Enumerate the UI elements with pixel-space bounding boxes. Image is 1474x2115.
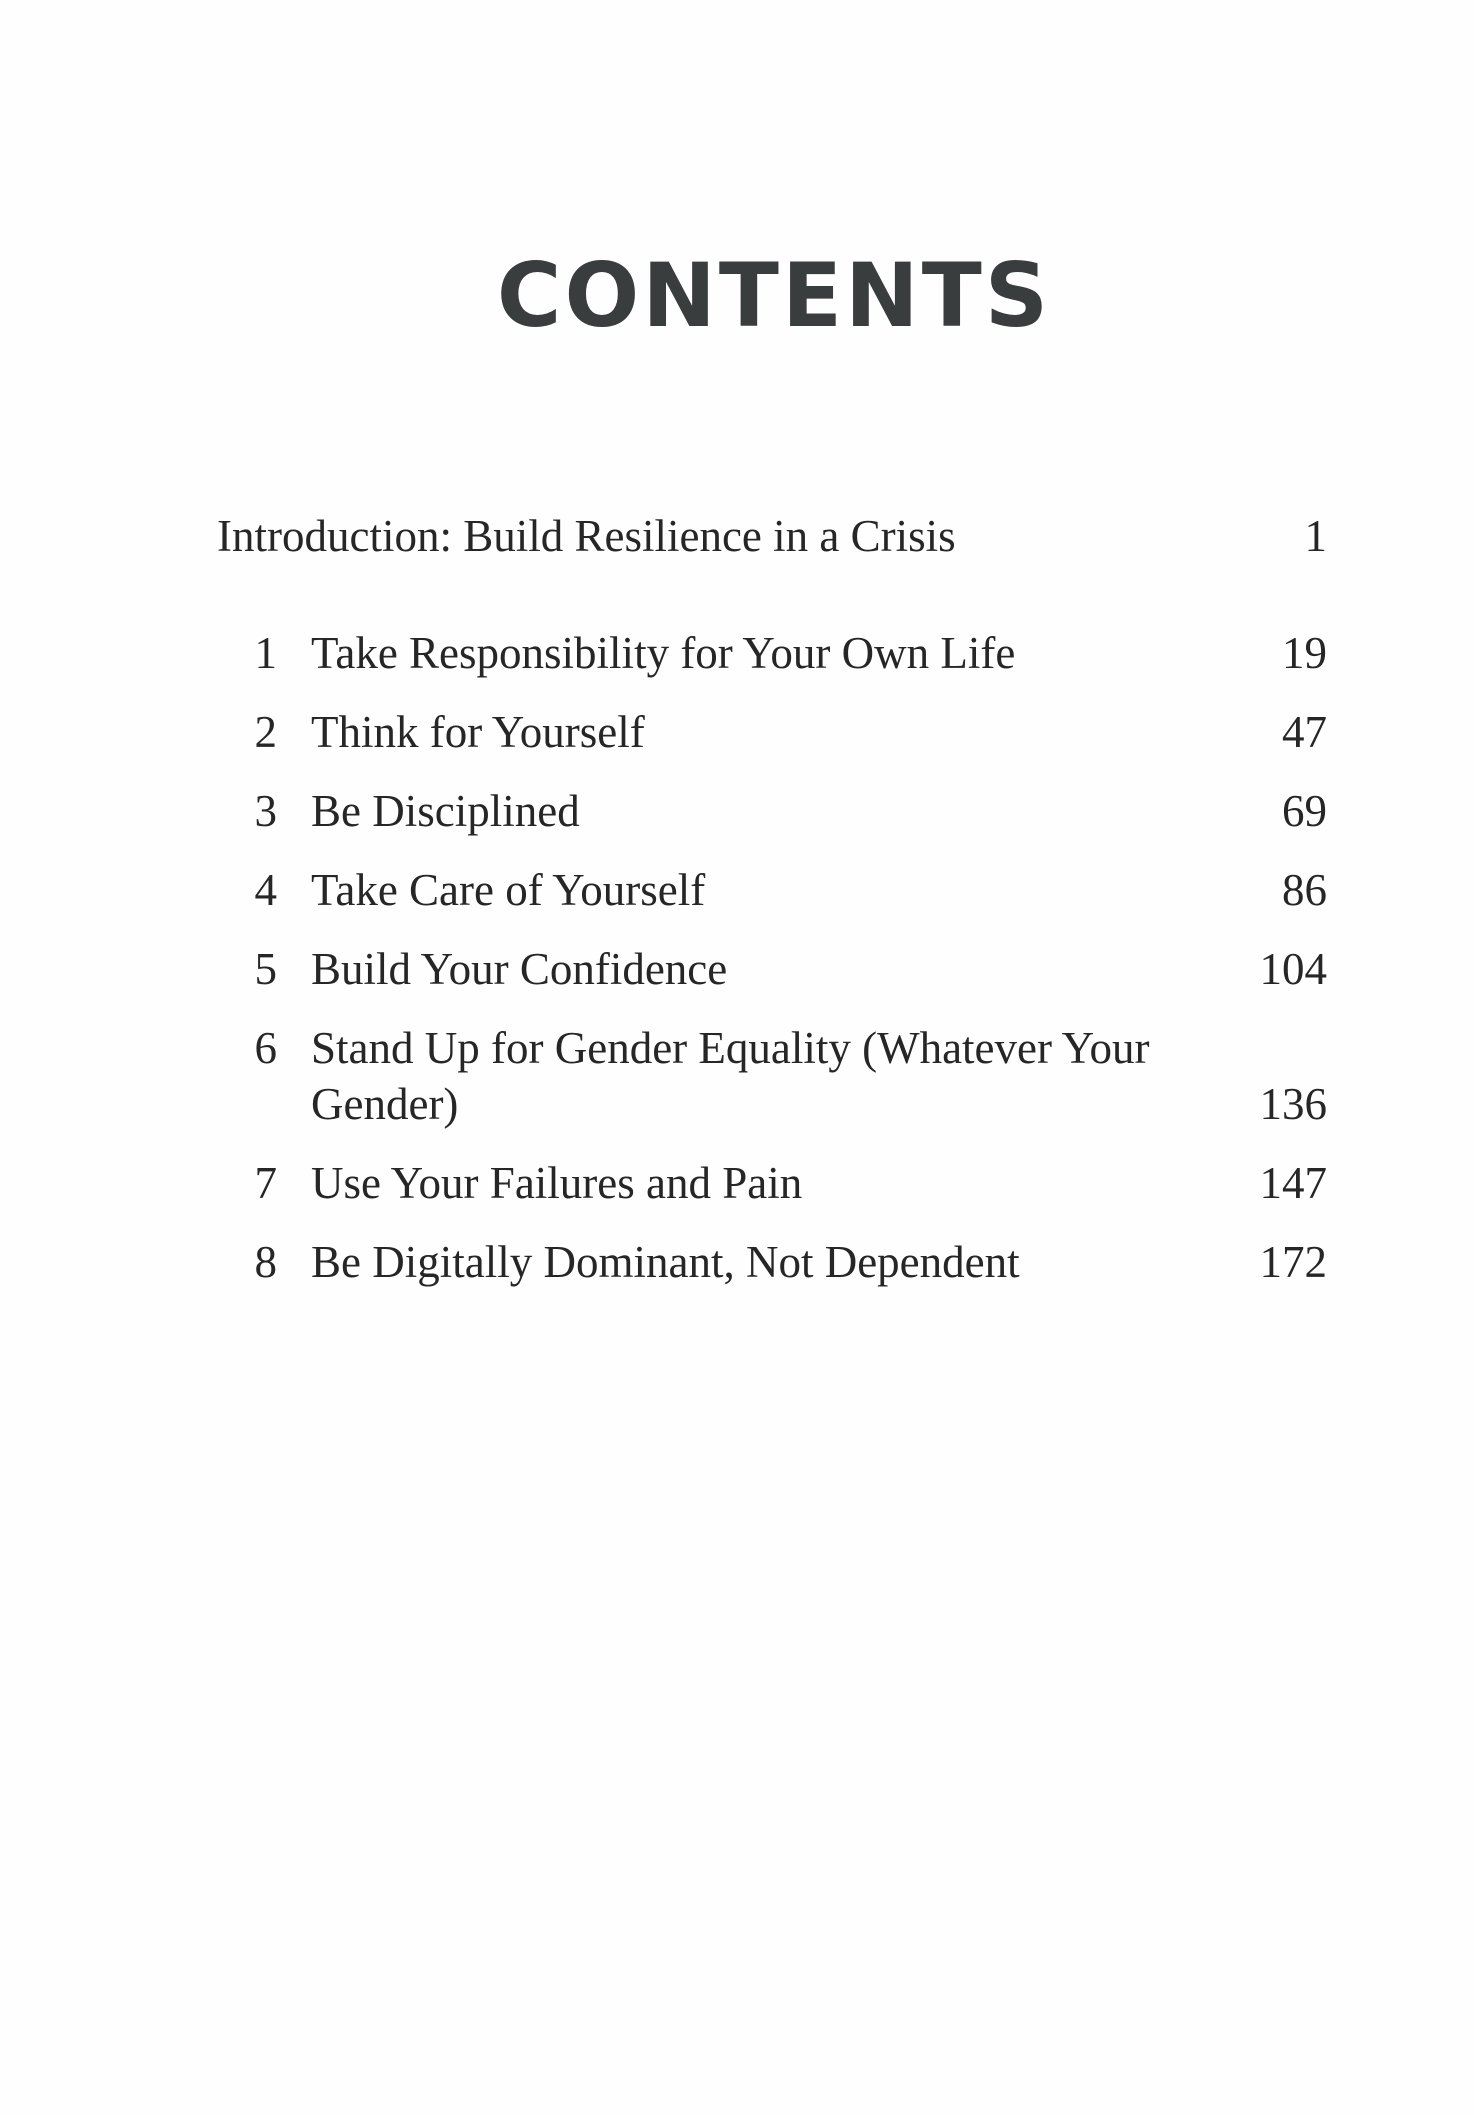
toc-entry-chapter-8[interactable] [217,1234,1327,1290]
toc-entry-chapter-1[interactable] [217,625,1327,681]
chapter-title: Use Your Failures and Pain [311,1158,803,1208]
chapter-number: 2 [254,707,277,757]
chapter-page: 86 [1282,865,1327,915]
chapter-title: Be Digitally Dominant, Not Dependent [311,1237,1020,1287]
chapter-title: Think for Yourself [311,707,645,757]
chapter-page: 136 [1259,1079,1327,1129]
chapter-number: 7 [254,1158,277,1208]
chapter-number: 6 [254,1023,277,1073]
toc-entry-page: 1 [1304,511,1327,561]
chapter-page: 19 [1282,628,1327,678]
chapter-title: Take Care of Yourself [311,865,706,915]
chapter-number: 8 [254,1237,277,1287]
toc-entry-chapter-7[interactable] [217,1155,1327,1211]
chapter-page: 104 [1259,944,1327,994]
chapter-list [217,625,1327,1313]
toc-entry-chapter-6[interactable] [217,1020,1327,1132]
chapter-title: Build Your Confidence [311,944,728,994]
chapter-number: 3 [254,786,277,836]
chapter-page: 69 [1282,786,1327,836]
toc-entry-title: Introduction: Build Resilience in a Crisis [217,511,956,561]
chapter-title: Take Responsibility for Your Own Life [311,628,1016,678]
chapter-title: Stand Up for Gender Equality (Whatever Your Gender) [311,1023,1150,1129]
toc-entry-chapter-2[interactable] [217,704,1327,760]
chapter-page: 172 [1259,1237,1327,1287]
chapter-title: Be Disciplined [311,786,580,836]
chapter-page: 147 [1259,1158,1327,1208]
chapter-page: 47 [1282,707,1327,757]
toc-entry-chapter-3[interactable] [217,783,1327,839]
toc-entry-introduction[interactable] [217,510,1327,570]
chapter-number: 1 [254,628,277,678]
toc-entry-chapter-4[interactable] [217,862,1327,918]
page-title: CONTENTS [496,244,1052,347]
chapter-number: 5 [254,944,277,994]
chapter-number: 4 [254,865,277,915]
toc-entry-chapter-5[interactable] [217,941,1327,997]
